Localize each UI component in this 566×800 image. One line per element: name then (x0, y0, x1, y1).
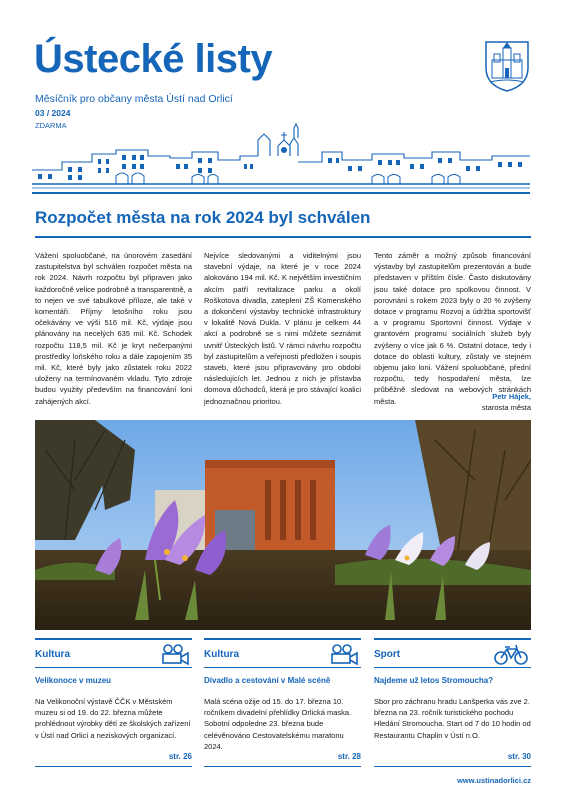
teaser-card-sport[interactable] (374, 638, 531, 761)
signature-name: Petr Hájek, (492, 392, 531, 401)
card-text: Malá scéna ožije od 15. do 17. března 10. ročníkem divadelní přehlídky Orlická maska. Sobotní odpoledne 23. března bude celévěnováno Cestovatelskému maratonu 2024. (204, 697, 352, 751)
crocus-flowers-photo (35, 420, 531, 630)
article-column-2: Nejvíce sledovanými a viditelnými jsou stavební výdaje, na které je v roce 2024 alokováno 194 mil. Kč. K největším investičním akcím patří revitalizace parku a okolí Roškotova divadla, zateplení ZŠ Komenského a dokončení výstavby technické infrastruktury v lokalitě Nová Dukla. V plánu je celkem 44 akcí a podrobně se s nimi můžete seznámit uvnitř Ústeckých listů. V rámci návrhu rozpočtu byl zastupitelům a veřejnosti předložen i soupis staveb, které jsou připravovány pro období následujících let. Jednou z nich je přístavba domova důchodců, která je pro stávající koalici jednoznačnou prioritou. (204, 251, 361, 406)
website-link[interactable]: www.ustinadorlici.cz (457, 776, 531, 785)
card-page-link[interactable]: str. 28 (337, 752, 361, 761)
issue-number: 03 / 2024 (35, 108, 71, 118)
masthead-rule (32, 192, 530, 194)
film-camera-icon (160, 644, 190, 666)
card-text: Na Velikonoční výstavě ČČK v Městském muzeu si od 19. do 22. března můžete prohlédnout výrobky dětí ze školských zařízení v Ústí nad Orlicí a neziskových organizací. (35, 697, 191, 740)
teaser-card-culture-museum[interactable] (35, 638, 192, 761)
card-category-label: Sport (374, 649, 401, 660)
card-bottom-rule (204, 766, 361, 767)
card-bottom-rule (35, 766, 192, 767)
town-skyline-illustration (32, 122, 530, 192)
card-title: Divadlo a cestování v Malé scéně (204, 676, 331, 685)
signature-role: starosta města (481, 403, 531, 412)
masthead-subtitle: Měsíčník pro občany města Ústí nad Orlicí (35, 93, 233, 105)
headline-rule (35, 236, 531, 238)
card-text: Sbor pro záchranu hradu Lanšperka vás zve 2. března na 23. ročník turistického pochodu Hledání Stromoucha. Start od 7 do 10 hodin od Restaurantu Chaplin v Ústí n.O. (374, 697, 531, 740)
masthead-title: Ústecké listy (34, 37, 273, 81)
city-crest-icon (484, 38, 530, 92)
teaser-card-culture-theatre[interactable] (204, 638, 361, 761)
film-camera-icon (329, 644, 359, 666)
card-bottom-rule (374, 766, 531, 767)
card-category-label: Kultura (204, 649, 239, 660)
card-page-link[interactable]: str. 26 (168, 752, 192, 761)
card-page-link[interactable]: str. 30 (507, 752, 531, 761)
card-title: Velikonoce v muzeu (35, 676, 112, 685)
article-headline: Rozpočet města na rok 2024 byl schválen (35, 208, 371, 227)
card-header (374, 638, 531, 668)
article-column-1: Vážení spoluobčané, na únorovém zasedání zastupitelstva byl schválen rozpočet města na rok 2024. Návrh rozpočtu byl připraven jako každoročně velice podrobně a transparentně, a to nejen ve své tabulkové příloze, ale také v komentáři. Příjmy letošního roku jsou očekávány ve výši 516 mil. Kč, výdaje jsou plánovány na necelých 635 mil. Kč. Schodek rozpočtu 118,5 mil. Kč je kryt nečerpanými prostředky loňského roku a dále zapojením 35 mil. Kč, které byly jako zůstatek roku 2022 uloženy na termínovaném vkladu. Tyto zdroje budou využity především na financování loni zahájených akcí. (35, 251, 192, 406)
article-signature (374, 391, 531, 413)
article-column-3: Tento záměr a možný způsob financování výstavby byl zastupitelům prezentován a bude představen v příštím čísle. Často diskutovány jsou také dotace pro spolkovou činnost. V porovnání s rokem 2023 byly o 20 % zvýšeny dotace v programu Rozvoj a údržba sportovišť a v programu Sportovní činnost. Výdaje v grantovém programu sociálních služeb byly zvýšeny o více jak 6 %. Ostatní dotace, tedy i dotace do oblasti kultury, zůstaly ve stejném objemu jako loni. Vážení spoluobčané, přední rozpočtu, tedy hospodaření města, lze průběžně sledovat na webových stránkách města. (374, 251, 531, 406)
price-label: ZDARMA (35, 121, 67, 130)
card-header (35, 638, 192, 668)
card-title: Najdeme už letos Stromoucha? (374, 676, 494, 685)
card-header (204, 638, 361, 668)
bicycle-icon (493, 644, 529, 666)
card-category-label: Kultura (35, 649, 70, 660)
